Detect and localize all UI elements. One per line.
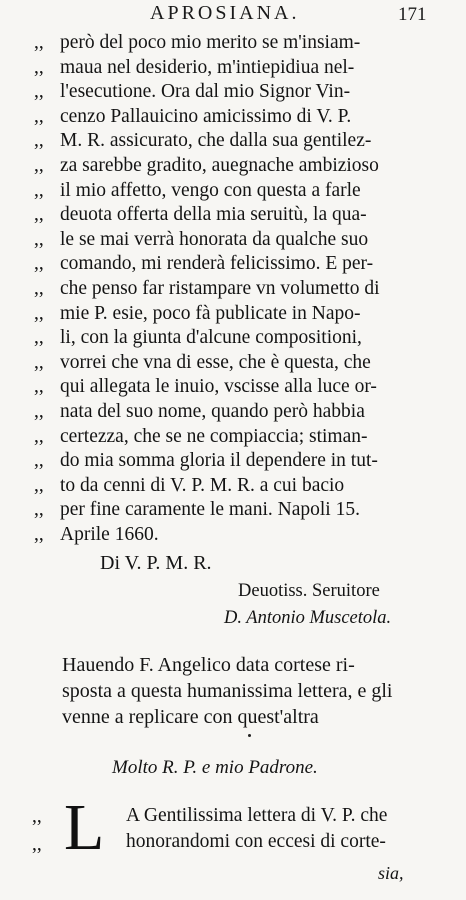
letter-line-text: mie P. esie, poco fà publicate in Napo- [60, 302, 361, 324]
letter-line [34, 252, 373, 275]
letter-line [34, 400, 365, 423]
quote-mark: ,, [34, 278, 44, 299]
letter-line [34, 179, 361, 202]
quote-mark: ,, [34, 450, 44, 472]
letter-line [34, 203, 367, 226]
quote-mark: ,, [34, 130, 44, 152]
quote-mark: ,, [34, 228, 44, 250]
quote-mark: ,, [34, 105, 44, 127]
letter-line-text: M. R. assicurato, che dalla sua gentilez- [60, 130, 372, 152]
quote-mark: ,, [32, 834, 42, 855]
narrative-line: venne a replicare con quest'altra [62, 706, 319, 728]
quote-mark: ,, [34, 474, 44, 496]
letter-line-text: l'esecutione. Ora dal mio Signor Vin- [60, 81, 351, 103]
letter-line [34, 80, 350, 103]
letter-line [34, 498, 360, 521]
letter-line [34, 474, 344, 497]
letter-line-text: comando, mi renderà felicissimo. E per- [60, 253, 374, 275]
letter-line-text: nata del suo nome, quando però habbia [60, 401, 365, 422]
letter-line-text: però del poco mio merito se m'insiam- [60, 32, 361, 53]
letter-line [34, 425, 368, 448]
page-header [0, 2, 466, 30]
quote-mark: ,, [34, 56, 44, 78]
letter-line [34, 302, 361, 325]
letter-line-text: do mia somma gloria il dependere in tut- [60, 450, 378, 472]
letter-line-text: maua nel desiderio, m'intiepidiua nel- [60, 56, 355, 78]
quote-mark: ,, [34, 425, 44, 447]
narrative-line: Hauendo F. Angelico data cortese ri- [62, 654, 355, 676]
quote-mark: ,, [32, 806, 42, 827]
letter-line [34, 351, 371, 374]
quote-mark: ,, [34, 524, 44, 545]
letter-line-text: deuota offerta della mia seruitù, la qua- [60, 204, 367, 226]
page-number: 171 [398, 4, 427, 25]
letter-line [34, 375, 377, 398]
separator-dot [248, 734, 251, 737]
letter-line [34, 56, 354, 79]
letter-line [34, 31, 360, 54]
letter-line-text: le se mai verrà honorata da qualche suo [60, 228, 369, 250]
second-letter-line: A Gentilissima lettera di V. P. che [126, 805, 388, 826]
quote-mark: ,, [34, 204, 44, 226]
salutation: Di V. P. M. R. [100, 552, 212, 574]
drop-cap: L [64, 791, 105, 864]
letter-line [34, 228, 368, 251]
letter-line [34, 326, 362, 349]
quote-mark: ,, [34, 376, 44, 398]
letter-line-text: qui allegata le inuio, vscisse alla luce or- [60, 376, 377, 398]
quote-mark: ,, [34, 302, 44, 324]
quote-mark: ,, [34, 499, 44, 521]
letter-line-text: Aprile 1660. [60, 524, 159, 545]
quote-mark: ,, [34, 155, 44, 176]
letter-line [34, 277, 379, 300]
quote-mark: ,, [34, 351, 44, 373]
second-letter-heading: Molto R. P. e mio Padrone. [112, 757, 318, 778]
letter-line-text: za sarebbe gradito, auegnache ambizioso [60, 155, 379, 176]
signature-line-1: Deuotiss. Seruitore [238, 581, 380, 601]
letter-line [34, 523, 159, 546]
quote-mark: ,, [34, 81, 44, 103]
letter-line-text: vorrei che vna di esse, che è questa, che [60, 351, 371, 373]
quote-mark: ,, [34, 327, 44, 349]
second-letter-line: honorandomi con eccesi di corte- [126, 831, 386, 852]
letter-line [34, 154, 379, 177]
letter-line-text: li, con la giunta d'alcune compositioni, [60, 327, 362, 349]
signature-line-2: D. Antonio Muscetola. [224, 608, 392, 628]
letter-line-text: il mio affetto, vengo con questa a farle [60, 179, 361, 201]
letter-line-text: cenzo Pallauicino amicissimo di V. P. [60, 105, 352, 127]
quote-mark: ,, [34, 32, 44, 53]
narrative-line: sposta a questa humanissima lettera, e gli [62, 680, 393, 702]
letter-line-text: to da cenni di V. P. M. R. a cui bacio [60, 474, 345, 496]
quote-mark: ,, [34, 253, 44, 275]
letter-line-text: certezza, che se ne compiaccia; stiman- [60, 425, 368, 447]
letter-line-text: che penso far ristampare vn volumetto di [60, 278, 380, 299]
letter-line [34, 449, 378, 472]
quote-mark: ,, [34, 401, 44, 422]
letter-line [34, 105, 351, 128]
catchword: sia, [378, 863, 404, 883]
running-title: APROSIANA. [150, 2, 300, 24]
letter-line [34, 129, 371, 152]
letter-line-text: per fine caramente le mani. Napoli 15. [60, 499, 360, 521]
quote-mark: ,, [34, 179, 44, 201]
